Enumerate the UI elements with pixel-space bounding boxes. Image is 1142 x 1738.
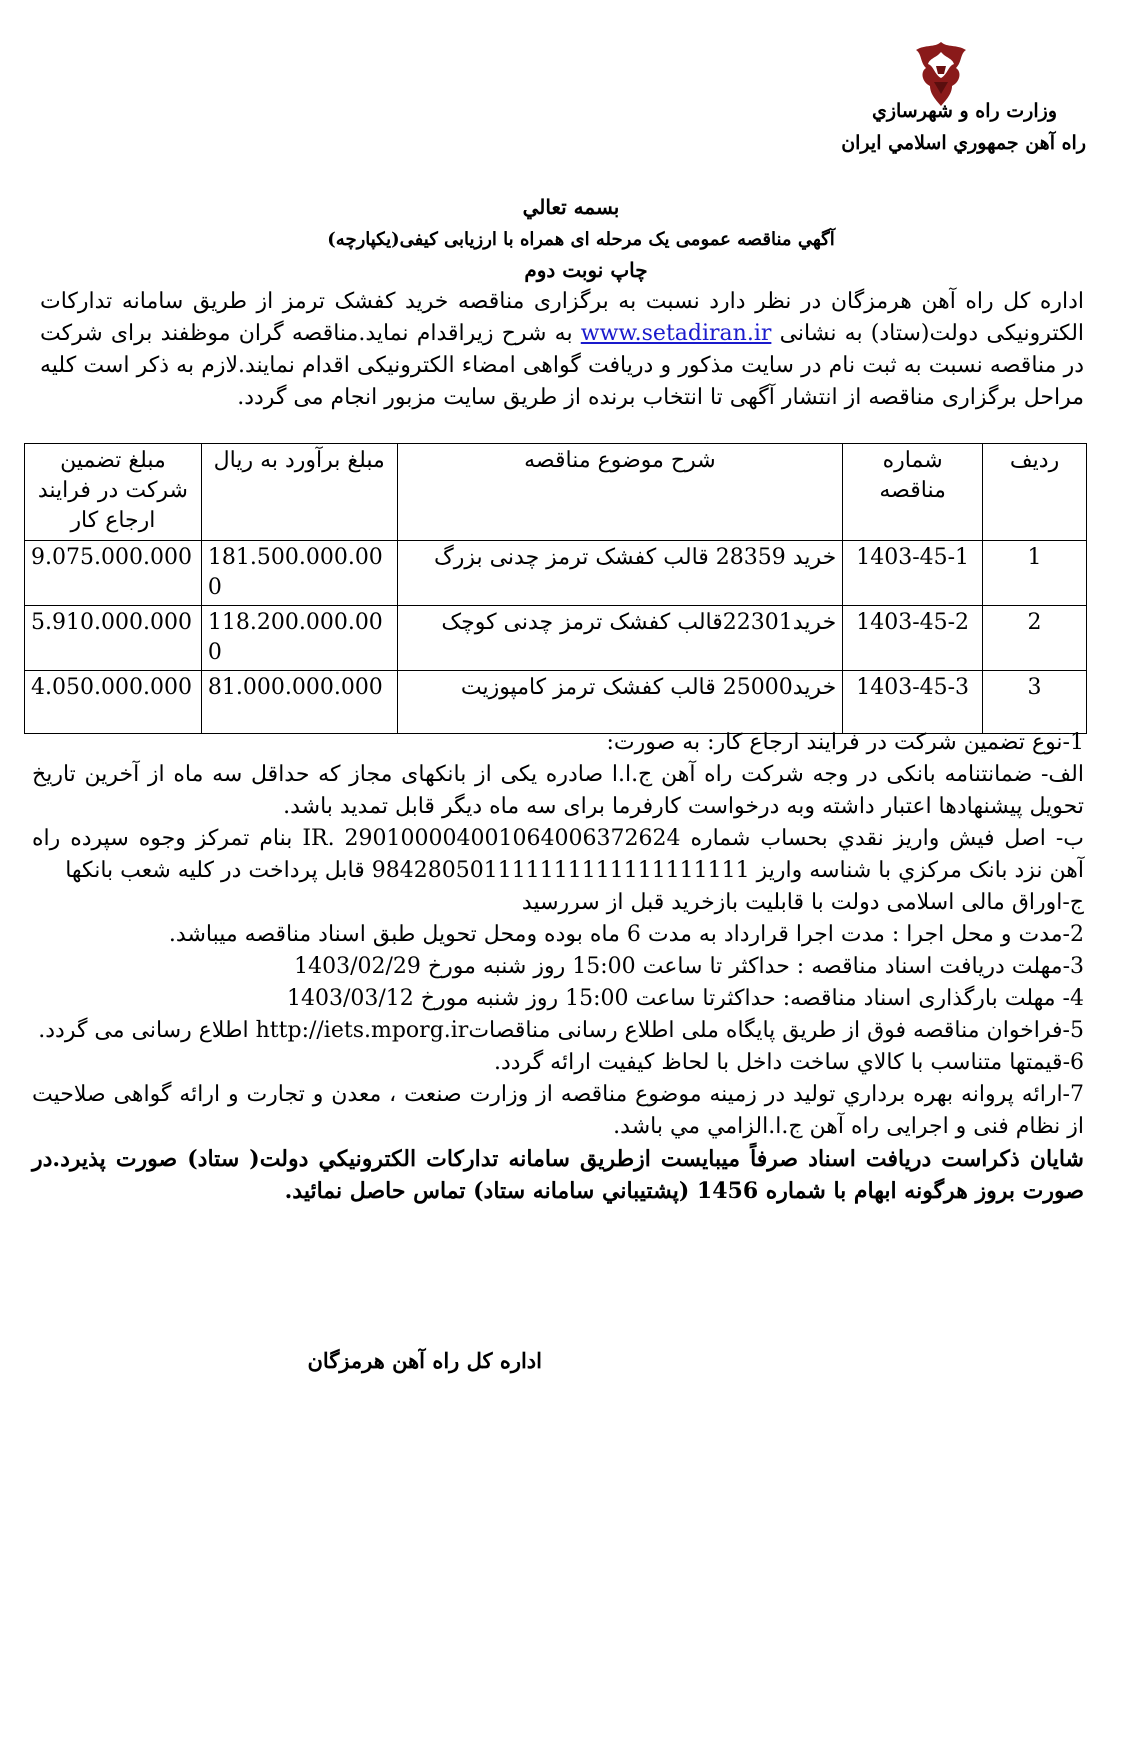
condition-5-text: 5-فراخوان مناقصه فوق از طریق پایگاه ملی اطلاع رسانی مناقصات — [468, 1018, 1084, 1043]
intro-text-1: اداره کل راه آهن هرمزگان در نظر دارد نسبت به برگزاری مناقصه خرید کفشک ترمز از طریق سامانه تدارکات الکترونیکی دولت(ستاد) به نشانی — [40, 289, 1085, 346]
condition-5 — [32, 1015, 1084, 1047]
cell-subject: خرید25000 قالب کفشک ترمز کامپوزیت — [397, 671, 843, 734]
table-header-row — [25, 444, 1087, 541]
condition-4: 4- مهلت بارگذاری اسناد مناقصه: حداکثرتا ساعت 15:00 روز شنبه مورخ 1403/03/12 — [287, 986, 1084, 1011]
basmala: بسمه تعالي — [522, 195, 620, 219]
cell-row: 3 — [983, 671, 1087, 734]
cell-number: 1403-45-3 — [843, 671, 983, 734]
iets-link[interactable]: http://iets.mporg.ir — [255, 1018, 469, 1043]
cell-estimate: 118.200.000.000 — [201, 606, 397, 671]
condition-1-c: ج-اوراق مالی اسلامی دولت با قابلیت بازخرید قبل از سررسید — [521, 890, 1084, 915]
condition-7: 7-ارائه پروانه بهره برداري تولید در زمینه موضوع مناقصه از وزارت صنعت ، معدن و تجارت و ارائه گواهی صلاحیت از نظام فنی و اجرایی راه آهن ج.ا.الزامي مي باشد. — [32, 1082, 1084, 1139]
condition-6: 6-قیمتها متناسب با کالاي ساخت داخل با لحاظ کیفیت ارائه گردد. — [493, 1050, 1084, 1075]
print-round: چاپ نوبت دوم — [524, 258, 648, 282]
header-row-number: ردیف — [983, 444, 1087, 541]
setad-link[interactable]: www.setadiran.ir — [580, 321, 772, 346]
cell-number: 1403-45-2 — [843, 606, 983, 671]
company-name: راه آهن جمهوري اسلامي ايران — [841, 132, 1086, 154]
important-note: شایان ذکراست دریافت اسناد صرفاً میبایست ازطریق سامانه تدارکات الکترونیکي دولت( ستاد) صورت پذیرد.در صورت بروز هرگونه ابهام با شماره 1456 (پشتیباني سامانه ستاد) تماس حاصل نمائید. — [32, 1146, 1084, 1204]
cell-estimate: 181.500.000.000 — [201, 541, 397, 606]
deposit-id: 984280501111111111111111111 — [371, 858, 750, 883]
header-estimate: مبلغ برآورد به ریال — [201, 444, 397, 541]
cell-guarantee: 4.050.000.000 — [25, 671, 202, 734]
condition-3: 3-مهلت دریافت اسناد مناقصه : حداکثر تا ساعت 15:00 روز شنبه مورخ 1403/02/29 — [294, 954, 1084, 979]
iban-number: IR. 290100004001064006372624 — [302, 826, 681, 851]
condition-1-b-text-2: بنام تمرکز وجوه سپرده راه آهن نزد بانک مرکزي با شناسه واریز — [32, 826, 1084, 883]
condition-5-text-2: اطلاع رسانی می گردد. — [38, 1018, 249, 1043]
header-guarantee: مبلغ تضمین شرکت در فرایند ارجاع کار — [25, 444, 202, 541]
cell-subject: خرید22301قالب کفشک ترمز چدنی کوچک — [397, 606, 843, 671]
header-subject: شرح موضوع مناقصه — [397, 444, 843, 541]
cell-guarantee: 9.075.000.000 — [25, 541, 202, 606]
intro-paragraph — [40, 286, 1084, 414]
cell-row: 1 — [983, 541, 1087, 606]
condition-1-b-text: ب- اصل فیش واریز نقدي بحساب شماره — [690, 826, 1084, 851]
table-row — [25, 671, 1087, 734]
conditions-section — [32, 727, 1084, 1207]
cell-estimate: 81.000.000.000 — [201, 671, 397, 734]
intro-text-2: به شرح زیراقدام نماید.مناقصه گران موظفند برای شرکت در مناقصه نسبت به ثبت نام در سایت مذکور و دریافت گواهی امضاء الکترونیکی اقدام نمایند.لازم به ذکر است کلیه مراحل برگزاری مناقصه از انتشار آگهی تا انتخاب برنده از طریق سایت مزبور انجام می گردد. — [40, 321, 1084, 410]
condition-1-title: 1-نوع تضمین شرکت در فرایند ارجاع کار: به صورت: — [606, 730, 1084, 755]
tender-table — [24, 443, 1087, 734]
condition-1-a: الف- ضمانتنامه بانکی در وجه شرکت راه آهن ج.ا.ا صادره یکی از بانکهای مجاز که حداقل سه ماه از آخرین تاریخ تحویل پیشنهادها اعتبار داشته وبه درخواست کارفرما برای سه ماه دیگر قابل تمدید باشد. — [32, 762, 1084, 819]
condition-1-b-text-3: قابل پرداخت در کلیه شعب بانکها — [65, 858, 365, 883]
table-row — [25, 541, 1087, 606]
header-tender-number: شماره مناقصه — [843, 444, 983, 541]
cell-number: 1403-45-1 — [843, 541, 983, 606]
signature: اداره کل راه آهن هرمزگان — [307, 1348, 542, 1373]
cell-subject: خرید 28359 قالب کفشک ترمز چدنی بزرگ — [397, 541, 843, 606]
ministry-name: وزارت راه و شهرسازي — [871, 100, 1057, 122]
cell-guarantee: 5.910.000.000 — [25, 606, 202, 671]
cell-row: 2 — [983, 606, 1087, 671]
table-row — [25, 606, 1087, 671]
condition-1-b — [32, 823, 1084, 887]
condition-2: 2-مدت و محل اجرا : مدت اجرا قرارداد به مدت 6 ماه بوده ومحل تحویل طبق اسناد مناقصه میباشد. — [168, 922, 1084, 947]
notice-title: آگهي مناقصه عمومی یک مرحله ای همراه با ارزیابی کیفی(یکپارچه) — [327, 229, 835, 250]
